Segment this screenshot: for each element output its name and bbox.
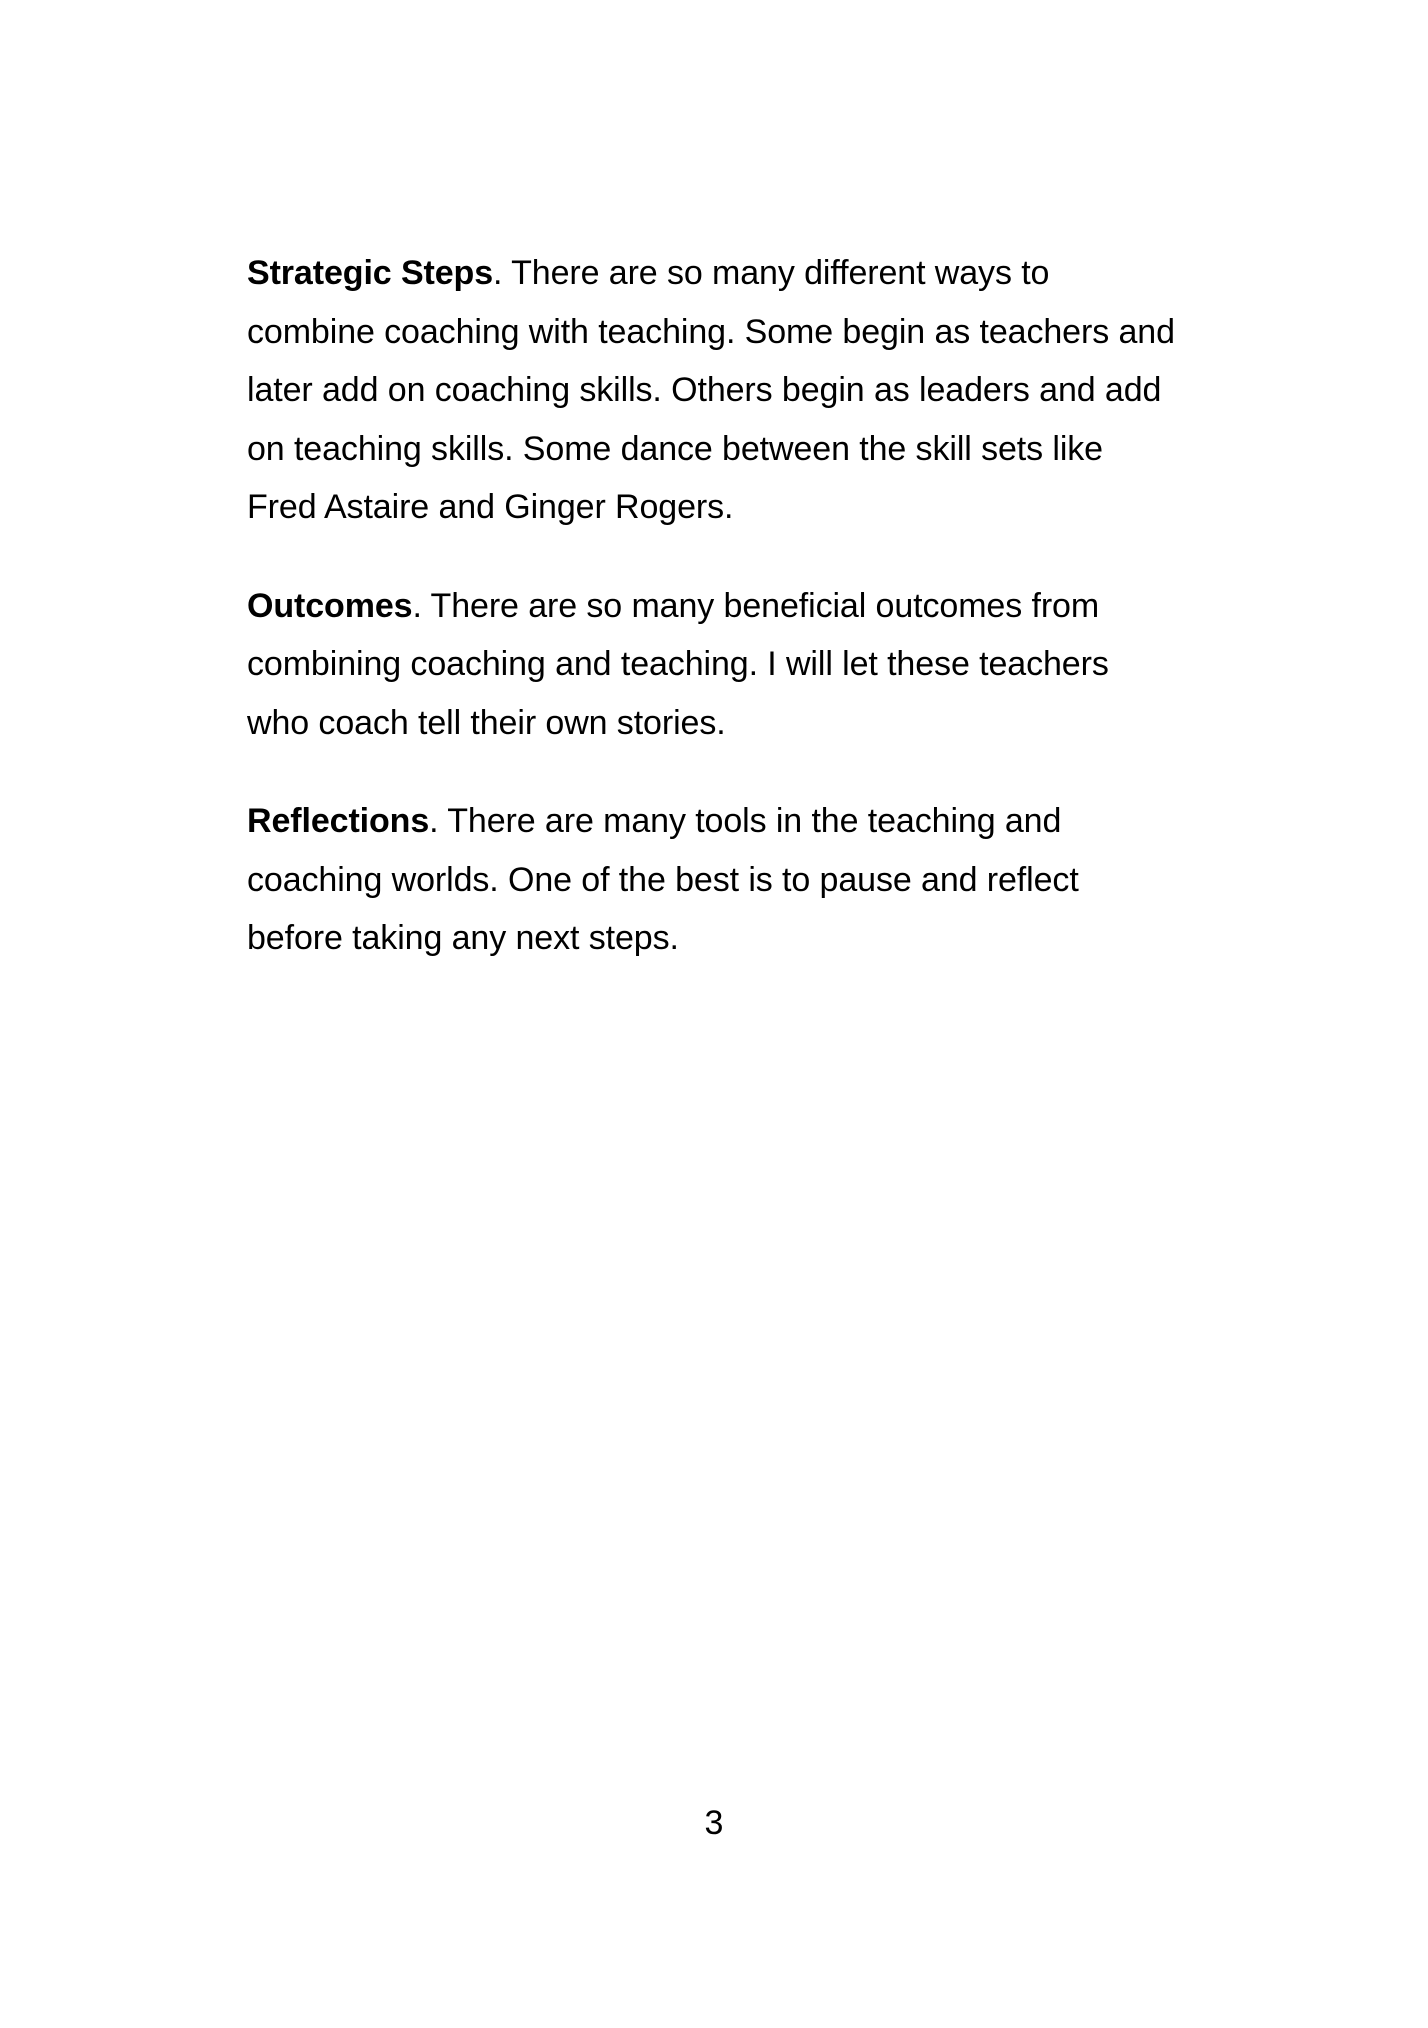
paragraph-reflections — [247, 792, 1247, 968]
paragraph-strategic-steps — [247, 244, 1247, 537]
paragraph-text: . There are so many beneficial outcomes from — [412, 586, 1100, 625]
paragraph-text: . There are many tools in the teaching and — [429, 802, 1062, 840]
paragraph-line — [247, 244, 1247, 303]
paragraph-line — [247, 577, 1247, 636]
paragraph-heading: Strategic Steps — [247, 254, 494, 292]
paragraph-text: . There are so many different ways to — [493, 254, 1050, 292]
paragraph-line: combine coaching with teaching. Some begin as teachers and — [247, 312, 1175, 351]
paragraph-outcomes — [247, 577, 1247, 753]
paragraph-heading: Outcomes — [247, 586, 413, 625]
paragraph-line — [247, 792, 1247, 851]
paragraph-line: who coach tell their own stories. — [247, 703, 726, 742]
paragraph-line: later add on coaching skills. Others begin as leaders and add — [247, 371, 1162, 409]
body-text — [247, 244, 1247, 1008]
page-number: 3 — [704, 1804, 724, 1842]
paragraph-heading: Reflections — [247, 802, 430, 840]
paragraph-line: Fred Astaire and Ginger Rogers. — [247, 488, 734, 526]
paragraph-line: before taking any next steps. — [247, 919, 679, 957]
paragraph-line: combining coaching and teaching. I will let these teachers — [247, 645, 1109, 683]
paragraph-line: on teaching skills. Some dance between the skill sets like — [247, 429, 1103, 468]
paragraph-line: coaching worlds. One of the best is to pause and reflect — [247, 860, 1079, 899]
